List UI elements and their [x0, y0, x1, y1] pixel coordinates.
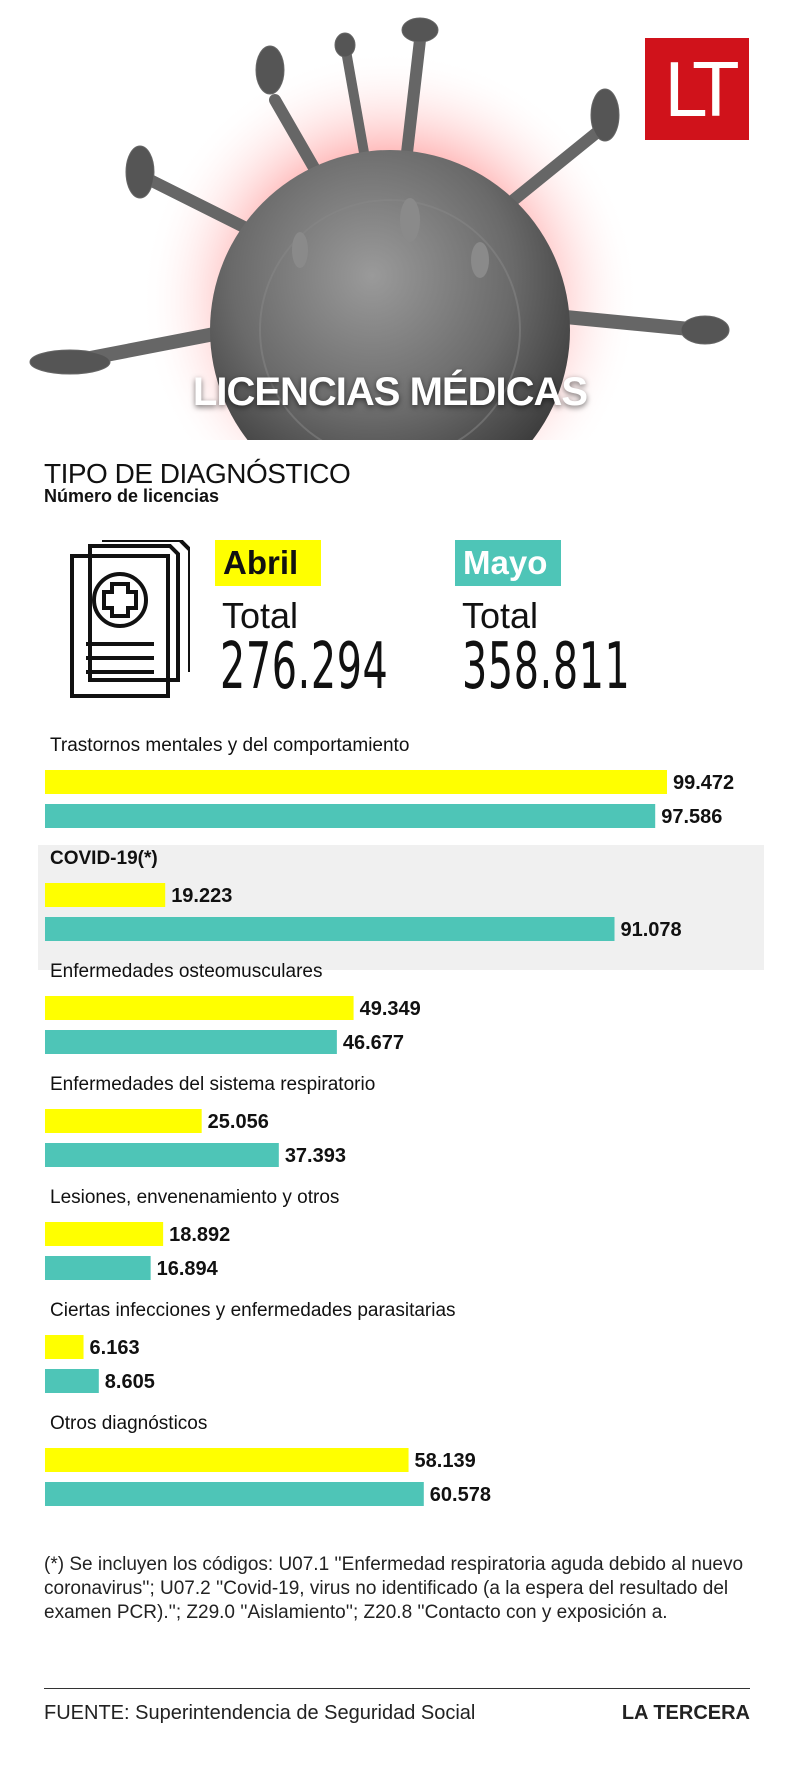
bar-abril — [45, 1222, 163, 1246]
source-text: FUENTE: Superintendencia de Seguridad Social — [44, 1702, 476, 1724]
bar-mayo — [45, 1369, 99, 1393]
bar-mayo — [45, 1256, 151, 1280]
bar-mayo — [45, 1482, 424, 1506]
month-badge-april: Abril — [215, 540, 321, 586]
bar-abril — [45, 883, 165, 907]
value-label: 91.078 — [620, 919, 682, 941]
total-value-april: 276.294 — [220, 630, 389, 704]
bar-abril — [45, 1335, 84, 1359]
category-label: Enfermedades osteomusculares — [50, 961, 323, 982]
section-subtitle: Número de licencias — [44, 486, 220, 506]
hero-title: LICENCIAS MÉDICAS — [192, 370, 588, 414]
bar-abril — [45, 770, 667, 794]
value-label: 37.393 — [284, 1145, 346, 1167]
medical-document-icon — [70, 540, 190, 700]
section-title: TIPO DE DIAGNÓSTICO — [44, 458, 351, 489]
value-label: 99.472 — [673, 772, 735, 794]
value-label: 18.892 — [169, 1224, 231, 1246]
value-label: 58.139 — [414, 1450, 476, 1472]
bar-mayo — [45, 1143, 279, 1167]
total-label-april: Total — [222, 595, 299, 636]
category-label: Otros diagnósticos — [50, 1413, 208, 1434]
value-label: 25.056 — [207, 1111, 269, 1133]
brand-text: LA TERCERA — [621, 1702, 750, 1724]
bar-abril — [45, 996, 354, 1020]
category-label: Lesiones, envenenamiento y otros — [50, 1187, 340, 1208]
value-label: 6.163 — [89, 1337, 140, 1359]
bar-abril — [45, 1448, 409, 1472]
bar-mayo — [45, 804, 655, 828]
value-label: 60.578 — [429, 1484, 491, 1506]
footer-divider — [44, 1688, 750, 1689]
bar-abril — [45, 1109, 202, 1133]
bar-mayo — [45, 917, 615, 941]
category-label: Ciertas infecciones y enfermedades parasitarias — [50, 1300, 456, 1321]
bar-mayo — [45, 1030, 337, 1054]
la-tercera-logo: LT — [645, 38, 749, 140]
category-label: Trastornos mentales y del comportamiento — [50, 735, 410, 756]
value-label: 8.605 — [104, 1371, 155, 1393]
category-label: Enfermedades del sistema respiratorio — [50, 1074, 376, 1095]
footnote: (*) Se incluyen los códigos: U07.1 ''Enfermedad respiratoria aguda debido al nuevo coronavirus''; U07.2 ''Covid-19, virus no identificado (a la espera del resultado del examen PCR).''; Z29.0 ''Aislamiento''; Z20.8 ''Contacto con y exposición a. — [44, 1554, 744, 1623]
total-value-may: 358.811 — [462, 630, 631, 704]
diagnosis-bar-chart — [0, 720, 800, 1520]
value-label: 16.894 — [156, 1258, 218, 1280]
category-label: COVID-19(*) — [50, 848, 158, 869]
month-badge-may: Mayo — [455, 540, 561, 586]
value-label: 97.586 — [661, 806, 723, 828]
value-label: 46.677 — [342, 1032, 405, 1054]
total-label-may: Total — [462, 595, 539, 636]
value-label: 49.349 — [359, 998, 421, 1020]
value-label: 19.223 — [171, 885, 233, 907]
